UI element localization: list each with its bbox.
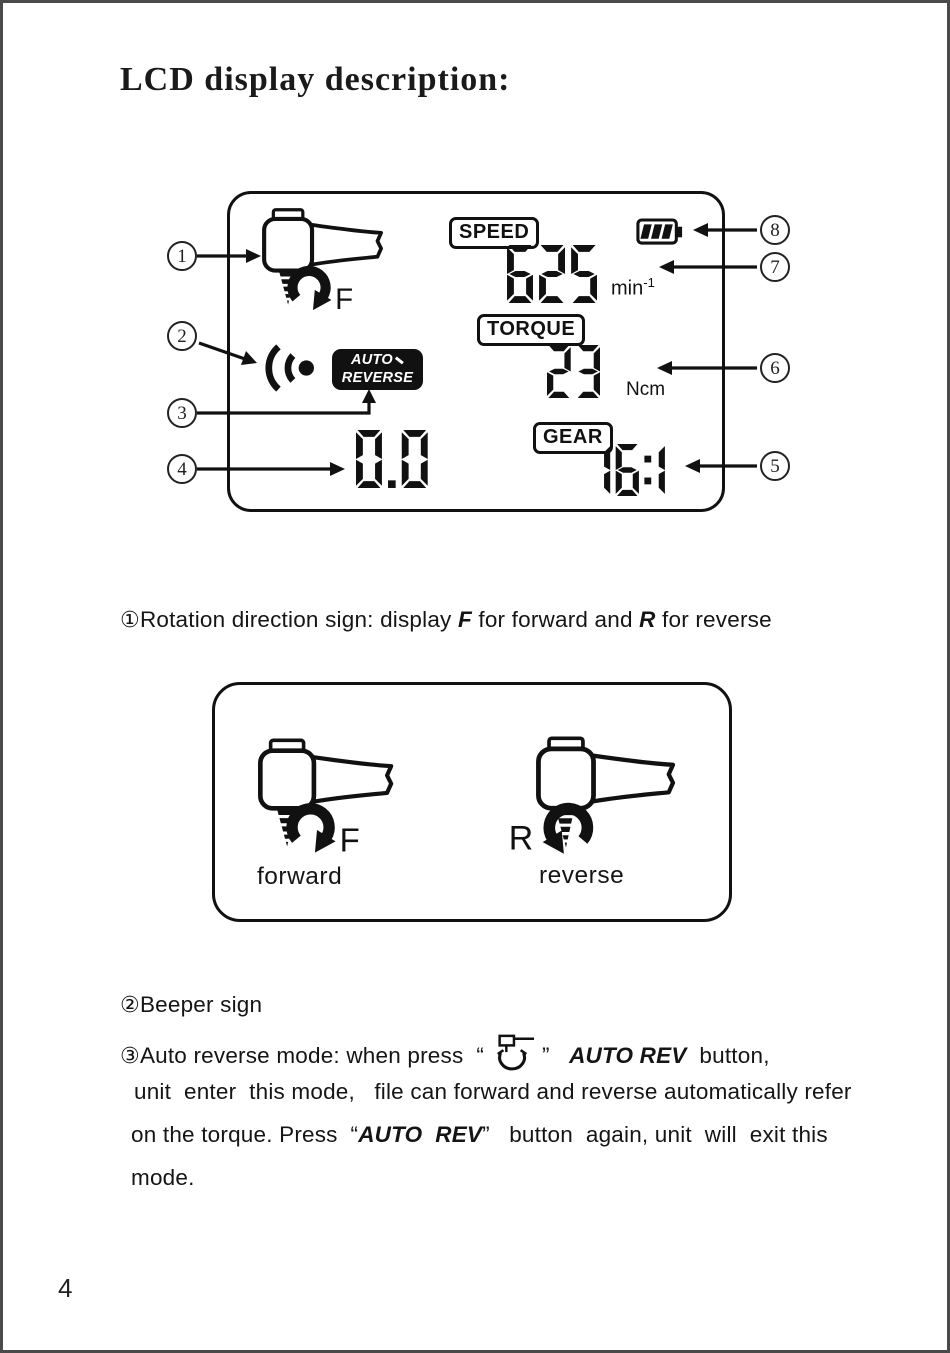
auto-rev-bold-1: AUTO REV	[569, 1043, 687, 1068]
callout-7: 7	[760, 252, 790, 282]
callout-5: 5	[760, 451, 790, 481]
close-quote-2: ”	[482, 1122, 490, 1147]
callout-8: 8	[760, 215, 790, 245]
page-title: LCD display description:	[120, 61, 511, 98]
callout-6: 6	[760, 353, 790, 383]
speed-value-display	[507, 245, 597, 303]
file-value-display	[356, 430, 428, 488]
callout-2: 2	[167, 321, 197, 351]
open-quote-2: “	[350, 1122, 359, 1147]
section-1-a: Rotation direction sign: display	[139, 607, 458, 632]
speed-unit-base: min	[611, 277, 644, 300]
handpiece-forward-figure	[249, 735, 419, 857]
section-3-line1	[120, 1033, 770, 1081]
torque-label: TORQUE	[477, 314, 585, 346]
speed-unit-exponent: -1	[643, 275, 655, 290]
handpiece-forward-icon	[254, 205, 406, 314]
section-1-r: R	[639, 607, 656, 632]
section-3-l3a: on the torque. Press	[131, 1122, 351, 1147]
section-2-number: ②	[120, 993, 140, 1018]
section-3-line3	[131, 1122, 828, 1148]
section-1-c: for reverse	[655, 607, 772, 632]
section-3-l1a: Auto reverse mode: when press	[139, 1043, 477, 1068]
section-2-label: Beeper sign	[139, 992, 263, 1017]
open-quote: “	[476, 1043, 485, 1068]
gear-label: GEAR	[533, 422, 613, 454]
section-3-line2: unit enter this mode, file can forward and reverse automatically refer	[134, 1079, 852, 1104]
section-2-text	[120, 992, 262, 1018]
callout-4: 4	[167, 454, 197, 484]
gear-value-display	[602, 444, 665, 496]
callout-3: 3	[167, 398, 197, 428]
section-3-line4: mode.	[131, 1165, 195, 1190]
battery-icon	[636, 218, 684, 247]
section-3-l3b: button again, unit will exit this	[489, 1122, 828, 1147]
handpiece-reverse-figure	[500, 733, 686, 858]
auto-rev-bold-2: AUTO REV	[358, 1122, 483, 1147]
auto-reverse-badge	[332, 349, 423, 390]
torque-unit: Ncm	[626, 379, 666, 400]
torque-value-display	[547, 345, 600, 398]
close-quote: ”	[542, 1043, 550, 1068]
section-1-f: F	[457, 607, 472, 632]
auto-reverse-text1: AUTO	[350, 352, 394, 369]
auto-reverse-line2: REVERSE	[341, 369, 414, 386]
auto-reverse-line1	[332, 352, 423, 369]
speed-label: SPEED	[449, 217, 539, 249]
page-number: 4	[58, 1273, 73, 1303]
forward-label: forward	[257, 863, 343, 890]
section-1-b: for forward and	[471, 607, 640, 632]
auto-rev-button-icon	[490, 1033, 536, 1081]
section-1-text	[120, 607, 772, 633]
callout-1: 1	[167, 241, 197, 271]
section-3-number: ③	[120, 1044, 140, 1069]
beeper-icon	[265, 344, 315, 392]
auto-reverse-tick	[395, 356, 404, 364]
speed-unit	[611, 275, 655, 301]
section-3-l1b: button,	[686, 1043, 770, 1068]
reverse-label: reverse	[539, 862, 625, 889]
section-1-number: ①	[120, 608, 140, 633]
